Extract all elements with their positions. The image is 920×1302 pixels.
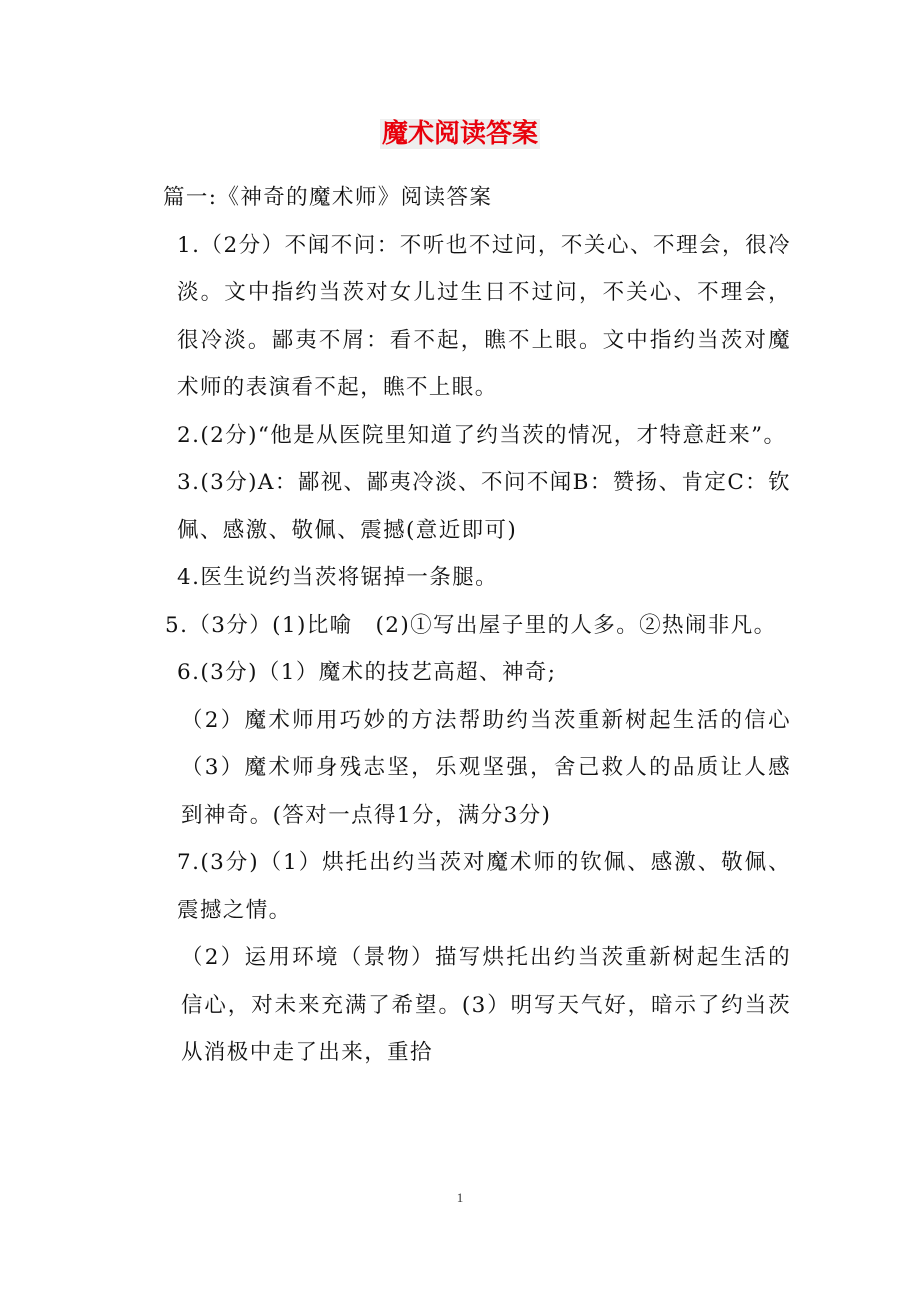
answer-paragraph-7: 7.(3分)（1）烘托出约当茨对魔术师的钦佩、感激、敬佩、震撼之情。 [177, 850, 791, 923]
section-heading: 篇一:《神奇的魔术师》阅读答案 [163, 185, 493, 210]
page-number: 1 [456, 1190, 464, 1205]
answer-paragraph-1: 1.（2分）不闻不问：不听也不过问，不关心、不理会，很冷淡。文中指约当茨对女儿过生日不过问，不关心、不理会，很冷淡。鄙夷不屑：看不起，瞧不上眼。文中指约当茨对魔术师的表演看不起，瞧不上眼。 [177, 232, 791, 400]
document-title-text: 魔术阅读答案 [381, 119, 538, 149]
answer-paragraph-6-continued: （2）魔术师用巧妙的方法帮助约当茨重新树起生活的信心（3）魔术师身残志坚，乐观坚强，舍己救人的品质让人感到神奇。(答对一点得1分，满分3分) [181, 707, 791, 828]
answer-paragraph-4: 4.医生说约当茨将锯掉一条腿。 [177, 565, 499, 590]
answer-paragraph-5: 5.（3分）(1)比喻 (2)①写出屋子里的人多。②热闹非凡。 [165, 612, 777, 638]
answer-paragraph-2: 2.(2分)“他是从医院里知道了约当茨的情况，才特意赶来”。 [177, 422, 787, 448]
answer-paragraph-6: 6.(3分)（1）魔术的技艺高超、神奇; [177, 660, 557, 685]
document-body [141, 174, 791, 1077]
answer-paragraph-3: 3.(3分)A：鄙视、鄙夷冷淡、不问不闻B：赞扬、肯定C：钦佩、感激、敬佩、震撼(意近即可) [177, 470, 791, 543]
document-title [0, 114, 920, 154]
answer-paragraph-7-continued: （2）运用环境（景物）描写烘托出约当茨重新树起生活的信心，对未来充满了希望。(3）明写天气好，暗示了约当茨从消极中走了出来，重拾 [181, 945, 791, 1065]
